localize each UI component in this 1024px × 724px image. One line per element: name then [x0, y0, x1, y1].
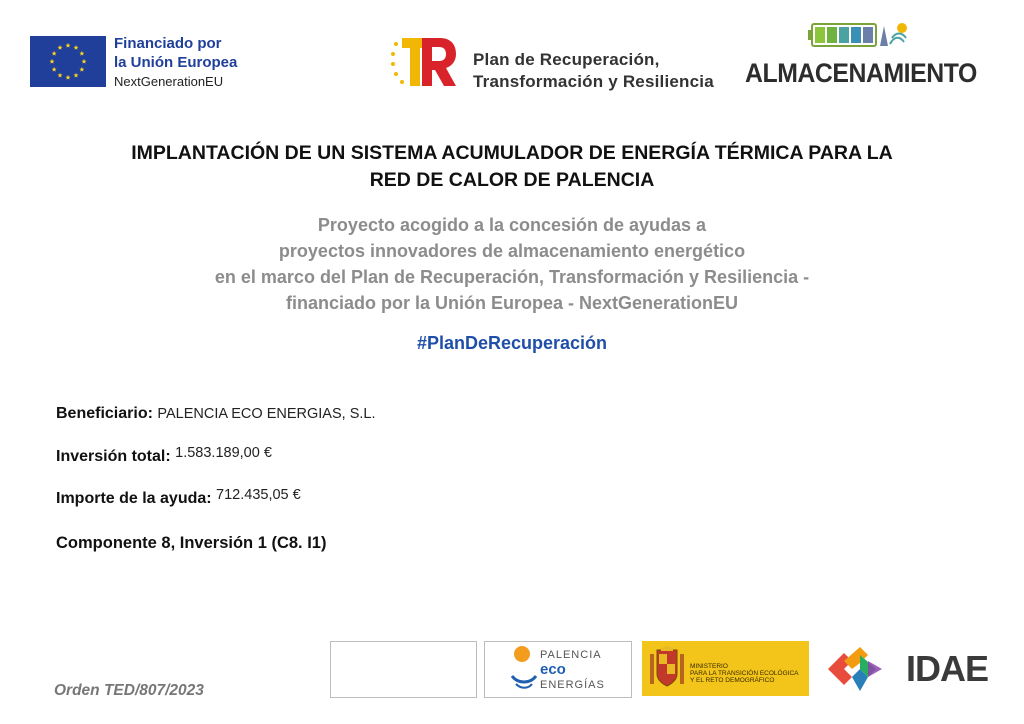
palencia-eco-word1: PALENCIA — [540, 649, 602, 661]
palencia-eco-word2: eco — [540, 661, 566, 678]
hashtag: #PlanDeRecuperación — [416, 333, 608, 353]
componente-line: Componente 8, Inversión 1 (C8. I1) — [56, 534, 327, 552]
beneficiario-label: Beneficiario: — [56, 405, 153, 422]
subtitle-line4: financiado por la Unión Europea - NextGenerationEU — [285, 293, 739, 313]
subtitle-line3: en el marco del Plan de Recuperación, Transformación y Resiliencia - — [214, 267, 810, 287]
eu-funding-line1: Financiado por — [114, 35, 222, 52]
prtr-line1: Plan de Recuperación, — [473, 50, 660, 69]
ministerio-line1: MINISTERIO — [690, 663, 728, 670]
importe-label: Importe de la ayuda: — [56, 490, 212, 507]
idae-wordmark: IDAE — [906, 648, 989, 689]
page-title-line2: RED DE CALOR DE PALENCIA — [369, 169, 655, 191]
beneficiario-value: PALENCIA ECO ENERGIAS, S.L. — [157, 406, 376, 422]
eu-funding-line2: la Unión Europea — [114, 54, 238, 71]
inversion-row — [56, 445, 272, 466]
prtr-tr-icon — [388, 34, 460, 90]
eu-stars-icon — [30, 36, 106, 87]
palencia-eco-word3: ENERGÍAS — [540, 679, 605, 691]
coat-of-arms-icon — [648, 646, 686, 690]
wave-icon — [510, 670, 538, 690]
importe-row — [56, 487, 301, 508]
sun-icon — [514, 646, 530, 662]
page-title-line1: IMPLANTACIÓN DE UN SISTEMA ACUMULADOR DE ENERGÍA TÉRMICA PARA LA — [131, 142, 893, 164]
order-reference: Orden TED/807/2023 — [54, 682, 204, 699]
ministerio-line2: PARA LA TRANSICIÓN ECOLÓGICA — [690, 670, 799, 677]
project-subtitle — [80, 212, 944, 316]
prtr-logo — [388, 34, 460, 90]
eu-flag-logo — [30, 36, 106, 87]
subtitle-line1: Proyecto acogido a la concesión de ayudas a — [317, 215, 707, 235]
blank-logo-box — [330, 641, 477, 698]
eu-funding-line3: NextGenerationEU — [114, 74, 224, 89]
ministerio-line3: Y EL RETO DEMOGRÁFICO — [690, 677, 775, 684]
beneficiario-row — [56, 405, 375, 423]
prtr-line2: Transformación y Resiliencia — [473, 72, 714, 91]
inversion-label: Inversión total: — [56, 448, 171, 465]
subtitle-line2: proyectos innovadores de almacenamiento energético — [278, 241, 746, 261]
idae-symbol-icon — [824, 641, 900, 697]
page-title — [40, 140, 984, 194]
almacenamiento-wordmark: ALMACENAMIENTO — [745, 58, 977, 88]
inversion-value: 1.583.189,00 € — [175, 445, 272, 461]
importe-value: 712.435,05 € — [216, 487, 301, 503]
battery-icon — [806, 20, 912, 50]
